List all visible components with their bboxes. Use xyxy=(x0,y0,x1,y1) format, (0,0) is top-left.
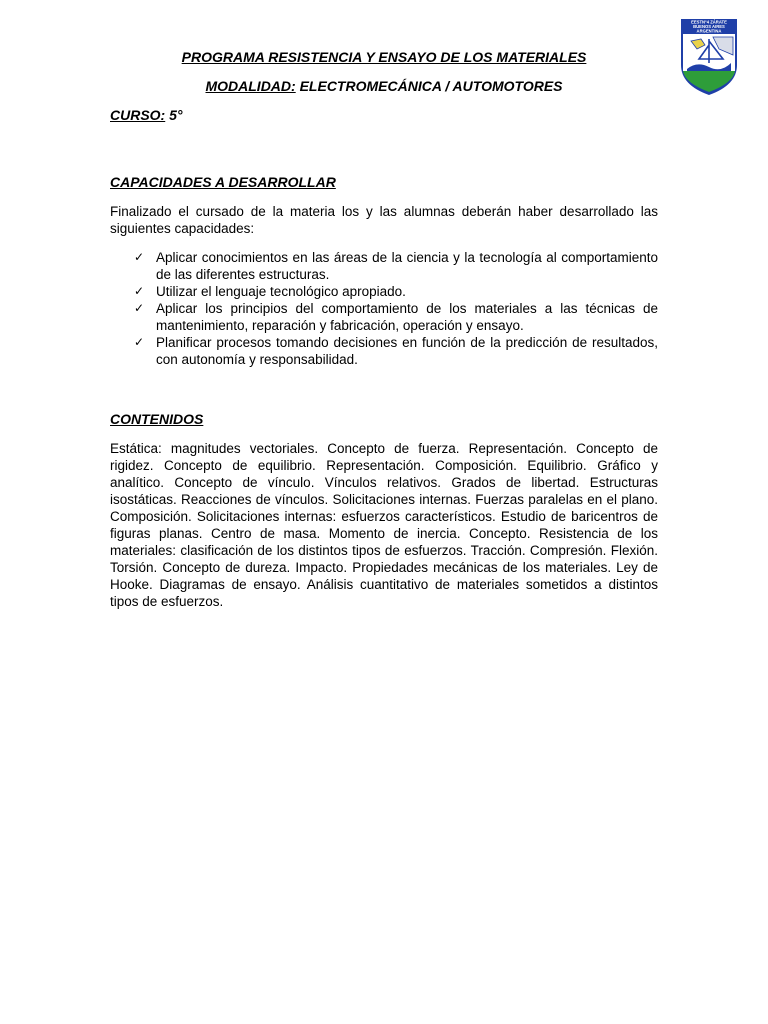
list-item-text: Utilizar el lenguaje tecnológico apropiado. xyxy=(156,284,406,299)
capacidades-heading: CAPACIDADES A DESARROLLAR xyxy=(110,174,336,190)
shield-green-base xyxy=(683,71,735,92)
logo-text-line3: ARGENTINA xyxy=(696,28,722,34)
capacidades-list xyxy=(134,249,658,368)
list-item xyxy=(134,283,658,300)
logo-text-line2: BUENOS AIRES xyxy=(693,24,725,29)
check-icon: ✓ xyxy=(134,284,145,298)
list-item xyxy=(134,249,658,283)
check-icon: ✓ xyxy=(134,250,145,264)
document-title: PROGRAMA RESISTENCIA Y ENSAYO DE LOS MATERIALES xyxy=(181,49,587,65)
check-icon: ✓ xyxy=(134,335,145,349)
capacidades-intro: Finalizado el cursado de la materia los y las alumnas deberán haber desarrollado las siguientes capacidades: xyxy=(110,204,658,236)
modalidad-label: MODALIDAD: xyxy=(205,78,296,94)
curso-line xyxy=(110,107,183,123)
curso-label: CURSO: xyxy=(110,107,166,123)
list-item-text: Aplicar los principios del comportamiento de los materiales a las técnicas de mantenimiento, reparación y fabricación, operación y ensayo. xyxy=(156,301,658,333)
list-item-text: Aplicar conocimientos en las áreas de la ciencia y la tecnología al comportamiento de las diferentes estructuras. xyxy=(156,250,658,282)
list-item-text: Planificar procesos tomando decisiones en función de la predicción de resultados, con autonomía y responsabilidad. xyxy=(156,335,658,367)
contenidos-heading: CONTENIDOS xyxy=(110,411,204,427)
list-item xyxy=(134,300,658,334)
logo-text-line1: EESTN°4 ZÁRATE xyxy=(691,19,727,25)
modalidad-line xyxy=(110,78,658,94)
contenidos-text: Estática: magnitudes vectoriales. Concepto de fuerza. Representación. Concepto de rigidez. Concepto de equilibrio. Representación. Composición. Equilibrio. Gráfico y analítico. Concepto de vínculo. Vínculos relativos. Grados de libertad. Estructuras isostáticas. Reacciones de vínculos. Solicitaciones internas. Fuerzas paralelas en el plano. Composición. Solicitaciones internas: esfuerzos característicos. Estudio de baricentros de figuras planas. Centro de masa. Momento de inercia. Concepto. Resistencia de los materiales: clasificación de los distintos tipos de esfuerzos. Tracción. Compresión. Flexión. Torsión. Concepto de dureza. Impacto. Propiedades mecánicas de los materiales. Ley de Hooke. Diagramas de ensayo. Análisis cuantitativo de materiales sometidos a distintos tipos de esfuerzos. xyxy=(110,441,658,609)
modalidad-value: ELECTROMECÁNICA / AUTOMOTORES xyxy=(295,78,563,94)
curso-value: 5° xyxy=(165,107,183,123)
list-item xyxy=(134,334,658,368)
check-icon: ✓ xyxy=(134,301,145,315)
school-shield-logo xyxy=(679,17,739,97)
